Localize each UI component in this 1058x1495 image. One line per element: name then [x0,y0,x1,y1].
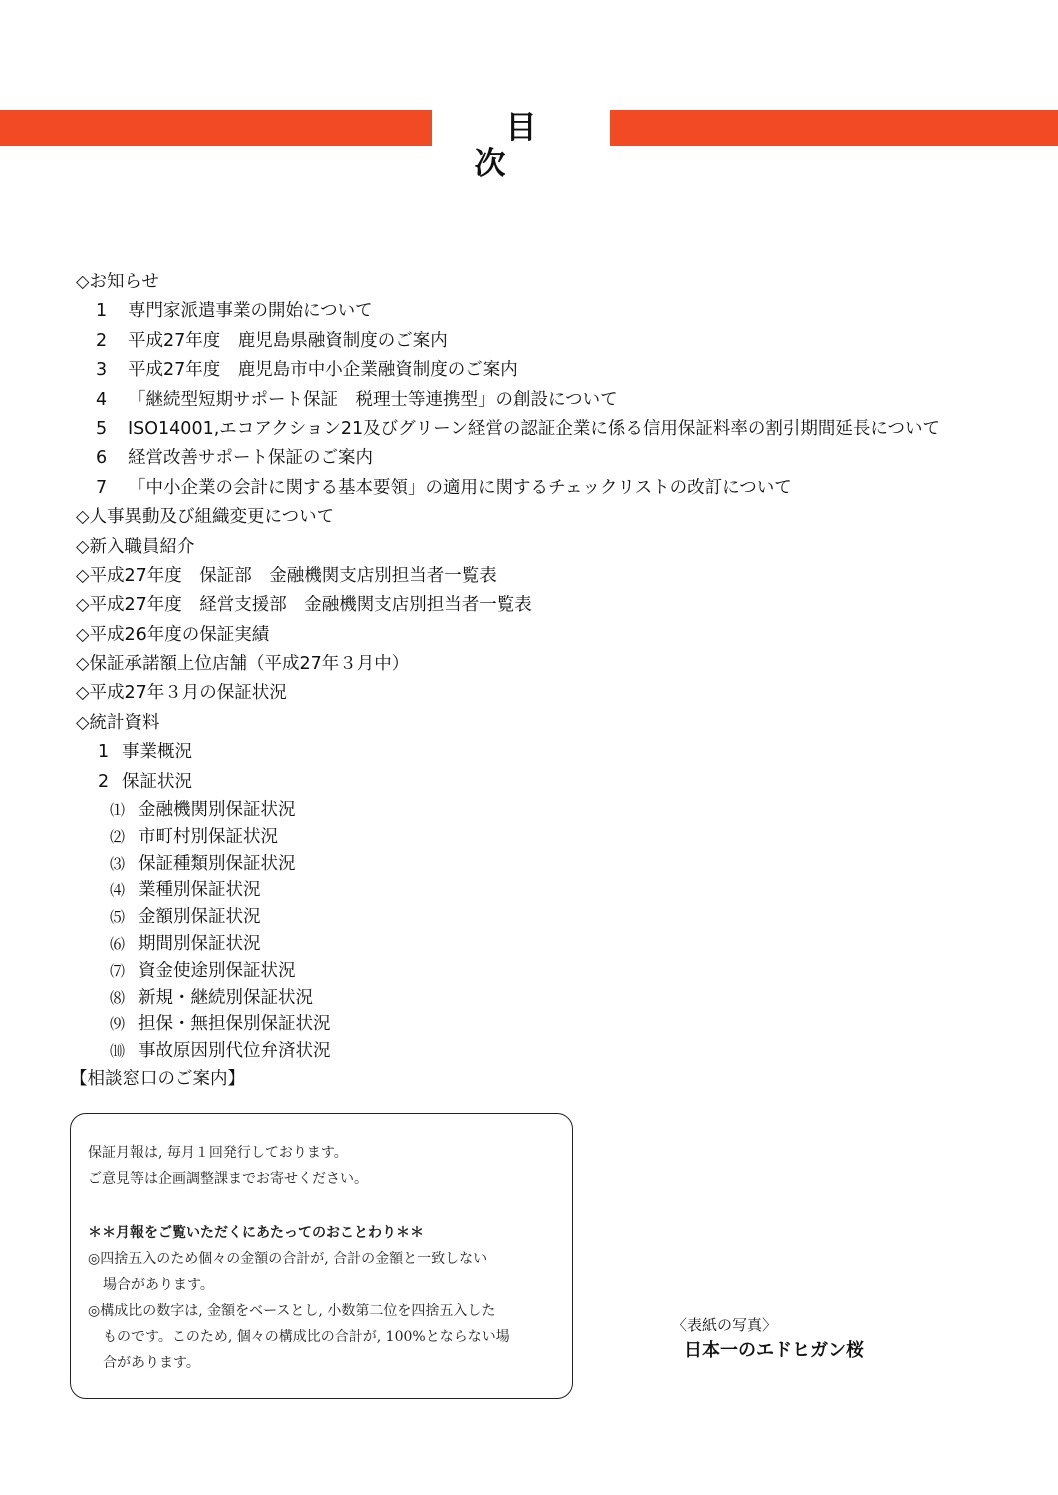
toc-section-notice[interactable]: ◇お知らせ [76,272,159,292]
toc-item[interactable] [76,415,1036,444]
toc-item[interactable] [76,356,1036,385]
toc-subitem-number: ⑴ [110,801,126,820]
toc-item-number: 1 [96,301,108,322]
cover-photo-caption [672,1313,864,1365]
toc-subitem-label: 担保・無担保別保証状況 [138,1014,331,1035]
toc-section-statistics[interactable]: ◇統計資料 [76,712,160,733]
toc-section-support-dept[interactable]: ◇平成27年度 経営支援部 金融機関支店別担当者一覧表 [76,595,532,616]
title-bar-left [0,110,432,146]
toc-section-results[interactable]: ◇平成26年度の保証実績 [76,624,270,645]
toc-subitem-label: 資金使途別保証状況 [138,960,296,981]
toc-subitem[interactable] [76,958,1036,985]
toc-subitem-number: ⑹ [110,935,126,954]
toc-subitem[interactable] [76,931,1036,958]
note-line: ◎構成比の数字は, 金額をベースとし, 小数第二位を四捨五入した [88,1303,496,1319]
toc-subitem-label: 金額別保証状況 [138,907,261,928]
toc-item-number: 4 [96,389,108,410]
toc-item-number: 3 [96,360,108,381]
toc-item-number: 5 [96,418,108,439]
toc-item-label: 平成27年度 鹿児島県融資制度のご案内 [128,330,448,351]
toc-item-label: 経営改善サポート保証のご案内 [128,448,373,469]
toc-item-label: 平成27年度 鹿児島市中小企業融資制度のご案内 [128,360,518,381]
toc-subitem-label: 保証種類別保証状況 [138,853,296,874]
toc-subitem[interactable] [76,851,1036,878]
toc-subitem-number: ⑻ [110,988,126,1007]
note-heading: ＊＊月報をご覧いただくにあたってのおことわり＊＊ [88,1225,424,1241]
toc-item[interactable] [76,474,1036,503]
toc-section-march-status[interactable]: ◇平成27年３月の保証状況 [76,683,287,704]
toc-item-number: 7 [96,477,108,498]
toc-item[interactable] [76,297,1036,326]
toc-section-top-branches[interactable]: ◇保証承諾額上位店舗（平成27年３月中） [76,654,410,675]
note-line: ものです。このため, 個々の構成比の合計が, 100%とならない場 [103,1329,510,1345]
toc-subitem-number: ⑽ [110,1042,126,1061]
toc-subitem-label: 事故原因別代位弁済状況 [138,1041,331,1062]
toc-item[interactable] [76,327,1036,356]
toc-subitem[interactable] [76,877,1036,904]
toc-item-label: 保証状況 [122,771,192,792]
notice-box [70,1113,573,1399]
toc-item[interactable] [76,386,1036,415]
cover-caption-label: 〈表紙の写真〉 [672,1316,778,1334]
toc-subitem[interactable] [76,1038,1036,1065]
note-line: ◎四捨五入のため個々の金額の合計が, 合計の金額と一致しない [88,1251,488,1267]
note-line: 合があります。 [103,1355,200,1371]
cover-photo-name: 日本一のエドヒガン桜 [684,1340,864,1361]
toc-subitem-number: ⑷ [110,881,126,900]
toc-item-label: 「継続型短期サポート保証 税理士等連携型」の創設について [128,389,618,410]
toc-item[interactable] [76,738,1036,767]
toc-subitem-label: 新規・継続別保証状況 [138,987,313,1008]
toc-section-new-staff[interactable]: ◇新入職員紹介 [76,536,195,557]
title-bar-right [610,110,1058,146]
toc-subitem[interactable] [76,1011,1036,1038]
toc-item-label: 「中小企業の会計に関する基本要領」の適用に関するチェックリストの改訂について [128,477,792,498]
toc-item-label: ISO14001,エコアクション21及びグリーン経営の認証企業に係る信用保証料率の割引期間延長について [128,418,940,439]
table-of-contents [70,268,1036,1094]
toc-subitem[interactable] [76,904,1036,931]
toc-item[interactable] [76,768,1036,797]
note-spacer [88,1192,558,1220]
toc-item-number: 1 [98,742,110,763]
note-line: 場合があります。 [103,1277,214,1293]
title-bar [0,110,1058,182]
toc-subitem-label: 期間別保証状況 [138,934,261,955]
toc-item-number: 6 [96,448,108,469]
toc-item-number: 2 [96,330,108,351]
toc-subitem[interactable] [76,797,1036,824]
toc-subitem[interactable] [76,824,1036,851]
toc-subitem-number: ⑺ [110,961,126,980]
toc-item[interactable] [76,444,1036,473]
toc-subitem[interactable] [76,985,1036,1012]
toc-subitem-label: 金融機関別保証状況 [138,800,296,821]
toc-section-guarantee-dept[interactable]: ◇平成27年度 保証部 金融機関支店別担当者一覧表 [76,565,497,586]
toc-subitem-number: ⑸ [110,908,126,927]
toc-item-label: 専門家派遣事業の開始について [128,301,373,322]
toc-item-label: 事業概況 [122,742,192,763]
toc-subitem-number: ⑵ [110,827,126,846]
toc-subitem-label: 業種別保証状況 [138,880,261,901]
toc-subitem-label: 市町村別保証状況 [138,826,278,847]
toc-item-number: 2 [98,771,110,792]
toc-section-personnel[interactable]: ◇人事異動及び組織変更について [76,507,335,528]
note-line: 保証月報は, 毎月１回発行しております。 [88,1145,348,1161]
page-title: 目次 [474,110,599,182]
toc-subitem-number: ⑼ [110,1015,126,1034]
toc-section-consultation[interactable]: 【相談窓口のご案内】 [70,1069,245,1089]
note-line: ご意見等は企画調整課までお寄せください。 [88,1171,368,1187]
toc-subitem-number: ⑶ [110,854,126,873]
